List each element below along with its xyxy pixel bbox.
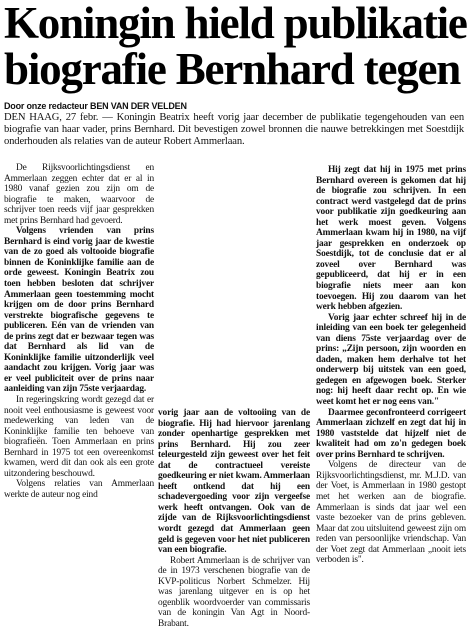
paragraph: Vorig jaar echter schreef hij in de inleiding van een boek ter gelegenheid van diens 75ste verjaardag over de prins: „Zijn persoon, zijn woorden en daden, maken hem derhalve tot het onderwerp bij uitstek van een goed, gedegen en afgewogen boek. Sterker nog: hij heeft daar recht op. En wie weet komt het er nog eens van." — [316, 312, 466, 408]
lead-paragraph: DEN HAAG, 27 febr. — Koningin Beatrix heeft vorig jaar december de publikatie tegengehouden van een biografie van haar vader, prins Bernhard. Dit bevestigen zowel bronnen die nauwe betrekkingen met Soestdijk onderhouden als relaties van de auteur Robert Ammerlaan. — [4, 112, 464, 147]
paragraph: Volgens de directeur van de Rijksvoorlichtingsdienst, mr. M.J.D. van der Voet, is Ammerlaan in 1980 gestopt met het werken aan de biografie. Ammerlaan is sinds dat jaar wel een vaste bezoeker van de prins gebleven. Maar dat zou uitsluitend geweest zijn om reden van persoonlijke vriendschap. Van der Voet zegt dat Ammerlaan „nooit iets verboden is". — [316, 460, 466, 566]
paragraph: Robert Ammerlaan is de schrijver van de in 1973 verschenen biografie van de KVP-politicus Norbert Schmelzer. Hij was jarenlang uitgever en is op het ogenblik woordvoerder van commissaris van de koningin Van Agt in Noord-Brabant. — [158, 555, 310, 629]
column-3 — [316, 165, 466, 566]
paragraph: Volgens relaties van Ammerlaan werkte de auteur nog eind — [4, 479, 154, 500]
paragraph: De Rijksvoorlichtingsdienst en Ammerlaan zeggen echter dat er al in 1980 vanaf gezien zou zijn om de biografie te maken, waarvoor de schrijver toen reeds vijf jaar gesprekken met prins Bernhard had gevoerd. — [4, 163, 154, 226]
column-1 — [4, 163, 154, 501]
column-2 — [158, 408, 310, 629]
paragraph: vorig jaar aan de voltooiing van de biografie. Hij had hiervoor jarenlang zonder openhartige gesprekken met prins Bernhard. Hij zou zeer teleurgesteld zijn geweest over het feit dat de contractueel vereiste goedkeuring er niet kwam. Ammerlaan heeft ontkend dat hij een schadevergoeding voor zijn vergeefse werk heeft ontvangen. Ook van de zijde van de Rijksvoorlichtingsdienst wordt gezegd dat Ammerlaan geen geld is gegeven voor het niet publiceren van een biografie. — [158, 408, 310, 556]
paragraph: Volgens vrienden van prins Bernhard is eind vorig jaar de kwestie van de zo goed als voltooide biografie binnen de Koninklijke familie aan de orde geweest. Koningin Beatrix zou toen hebben besloten dat schrijver Ammerlaan geen toestemming mocht krijgen om de door prins Bernhard verstrekte biografische gegevens te publiceren. Eén van de vrienden van de prins zegt dat er bezwaar tegen was dat Bernhard als lid van de Koninklijke familie uitzonderlijk veel aandacht zou krijgen. Vorig jaar was er veel publiciteit over de prins naar aanleiding van zijn 75ste verjaardag. — [4, 226, 154, 395]
headline-line-1: Koningin hield publikatie — [4, 0, 467, 48]
headline-line-2: biografie Bernhard tegen — [4, 44, 461, 94]
byline: Door onze redacteur BEN VAN DER VELDEN — [4, 101, 187, 111]
paragraph: Hij zegt dat hij in 1975 met prins Bernhard overeen is gekomen dat hij de biografie zou schrijven. In een contract werd vastgelegd dat de prins voor publikatie zijn goedkeuring aan het werk moest geven. Volgens Ammerlaan kwam hij in 1980, na vijf jaar gesprekken en onderzoek op Soestdijk, tot de conclusie dat er al zoveel over Bernhard was gepubliceerd, dat hij er in een biografie niets meer aan kon toevoegen. Hij zou daarom van het werk hebben afgezien. — [316, 165, 466, 313]
headline — [4, 0, 468, 92]
paragraph: Daarmee geconfronteerd corrigeert Ammerlaan zichzelf en zegt dat hij in 1980 vaststelde dat hijzelf niet de kwaliteit had om zo'n gedegen boek over prins Bernhard te schrijven. — [316, 407, 466, 460]
paragraph: In regeringskring wordt gezegd dat er nooit veel enthousiasme is geweest voor medewerking van leden van de Koninklijke familie ten behoeve van biografieën. Toen Ammerlaan en prins Bernhard in 1975 tot een overeenkomst kwamen, werd dit dan ook als een grote uitzondering beschouwd. — [4, 395, 154, 479]
